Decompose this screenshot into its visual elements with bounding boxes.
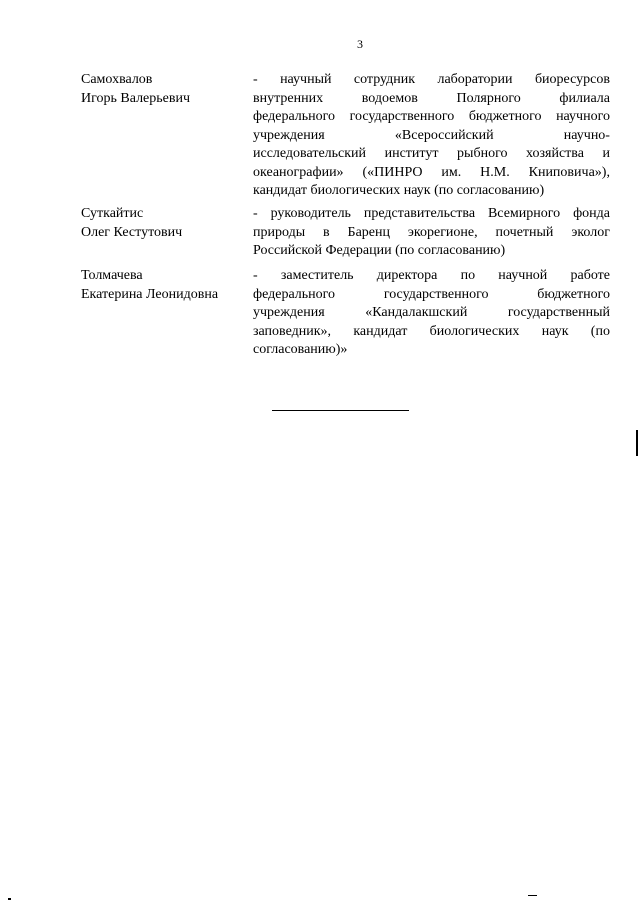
end-of-list-rule — [272, 410, 409, 411]
member-entry — [81, 71, 611, 201]
description-line: учреждения «Всероссийский научно- — [253, 127, 610, 143]
member-description — [253, 71, 610, 201]
member-name — [81, 267, 253, 360]
scan-artifact — [528, 895, 537, 896]
description-line: - заместитель директора по научной работе — [253, 268, 610, 283]
description-line: природы в Баренц экорегионе, почетный эколог — [253, 224, 610, 240]
member-given-names: Олег Кестутович — [81, 224, 183, 240]
description-line: федерального государственного бюджетного — [253, 286, 610, 302]
description-line: океанографии» («ПИНРО им. Н.М. Книповича»), — [253, 164, 610, 180]
member-entry — [81, 205, 611, 261]
description-line: заповедник», кандидат биологических наук (по — [253, 323, 610, 339]
description-line: - научный сотрудник лаборатории биоресурсов — [253, 72, 610, 87]
description-line: кандидат биологических наук (по согласованию) — [253, 183, 545, 198]
scan-artifact — [636, 430, 638, 456]
member-name — [81, 71, 253, 201]
description-line: согласованию)» — [253, 342, 348, 357]
member-surname: Самохвалов — [81, 72, 153, 87]
member-entry — [81, 267, 611, 360]
description-line: Российской Федерации (по согласованию) — [253, 243, 506, 258]
description-line: внутренних водоемов Полярного филиала — [253, 90, 610, 106]
member-name — [81, 205, 253, 261]
member-given-names: Игорь Валерьевич — [81, 90, 191, 106]
member-description — [253, 267, 610, 360]
description-line: исследовательский институт рыбного хозяйства и — [253, 146, 610, 161]
member-description — [253, 205, 610, 261]
member-given-names: Екатерина Леонидовна — [81, 286, 219, 302]
description-line: учреждения «Кандалакшский государственный — [253, 305, 610, 320]
scan-artifact — [8, 898, 11, 900]
member-surname: Суткайтис — [81, 206, 144, 221]
page-number: 3 — [357, 37, 363, 51]
description-line: - руководитель представительства Всемирного фонда — [253, 206, 610, 221]
member-surname: Толмачева — [81, 268, 143, 283]
description-line: федерального государственного бюджетного научного — [253, 109, 610, 124]
